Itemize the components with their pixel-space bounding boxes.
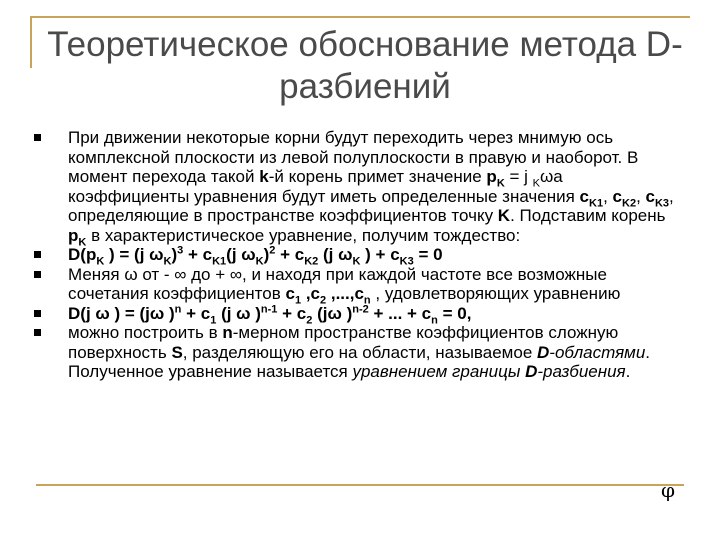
text-run: = 0: [413, 245, 443, 264]
text-run: . Подставим корень: [510, 206, 666, 225]
text-run: = j: [504, 167, 533, 186]
text-run: k: [259, 167, 269, 186]
slide-title: Теоретическое обоснование метода D-разбиений: [47, 25, 683, 106]
text-run: S: [171, 342, 183, 362]
text-run: D: [525, 362, 538, 381]
text-run: + c: [181, 303, 211, 323]
text-run: (jω ): [312, 303, 353, 323]
text-run: 2: [306, 313, 313, 326]
text-run: K: [96, 255, 105, 268]
text-run: ω: [539, 167, 554, 186]
bullet-text: [68, 128, 674, 248]
frame-top-rule: [30, 16, 690, 18]
text-run: ) + c: [360, 245, 400, 264]
text-run: 2: [320, 294, 327, 307]
text-run: c: [612, 186, 622, 206]
bullet-list: [34, 128, 684, 382]
text-run: в характеристическое уравнение, получим тождество:: [86, 225, 521, 245]
text-run: = 0,: [437, 303, 472, 323]
bullet-item: [34, 304, 684, 324]
text-run: + c: [183, 245, 213, 264]
text-run: K: [255, 255, 264, 268]
bullet-item: [34, 323, 684, 382]
text-run: . Полученное уравнение называется: [68, 342, 651, 381]
text-run: n: [174, 302, 182, 315]
text-run: ): [263, 245, 270, 264]
text-run: n: [222, 323, 233, 342]
text-run: можно построить в: [68, 323, 223, 342]
text-run: p: [68, 225, 79, 245]
text-run: K1: [589, 196, 604, 209]
bullet-text: [68, 264, 621, 307]
bullet-item: [34, 264, 684, 307]
text-run: n: [363, 294, 371, 307]
text-run: (j ω ): [216, 303, 261, 323]
bullet-item: [34, 128, 684, 248]
text-run: ): [171, 245, 178, 264]
text-run: , разделяющую его на области, называемое: [182, 342, 537, 362]
text-run: K: [532, 177, 540, 190]
text-run: p: [486, 167, 497, 186]
text-run: K1: [212, 255, 227, 268]
text-run: D(p: [68, 245, 97, 264]
text-run: При движении некоторые корни будут переходить через мнимую ось комплексной плоскости из левой полуплоскости в правую и наоборот. В момент перехода такой: [68, 128, 639, 186]
text-run: c: [579, 186, 590, 206]
text-run: , определяющие в пространстве коэффициентов точку: [68, 186, 674, 225]
text-run: c: [645, 186, 655, 206]
text-run: 1: [294, 294, 302, 307]
text-run: K: [496, 177, 505, 190]
text-run: + c: [275, 245, 305, 264]
text-run: -областями: [549, 342, 646, 362]
text-run: K: [78, 235, 87, 248]
text-run: D: [537, 342, 550, 362]
bullet-text: [68, 244, 443, 268]
text-run: + c: [277, 303, 307, 323]
text-run: + ... + c: [368, 303, 432, 323]
text-run: Меняя ω от - ∞ до + ∞, и находя при каждой частоте все возможные сочетания коэффициентов: [68, 264, 607, 303]
bullet-square-icon: [34, 251, 41, 258]
text-run: n-1: [260, 302, 278, 315]
text-run: K3: [654, 196, 670, 209]
bullet-square-icon: [34, 329, 41, 336]
text-run: ,: [603, 186, 613, 206]
text-run: ,: [636, 186, 646, 206]
text-run: K: [163, 255, 172, 268]
text-run: D(j ω ) = (jω ): [68, 303, 175, 323]
bullet-square-icon: [34, 271, 41, 278]
bottom-rule: [36, 484, 684, 486]
footer-phi-symbol: φ: [661, 478, 676, 502]
text-run: ,...,c: [326, 284, 364, 303]
text-run: n-2: [352, 302, 369, 315]
text-run: K3: [399, 255, 414, 268]
bullet-text: [68, 323, 650, 381]
text-run: 1: [210, 313, 217, 326]
text-run: , удовлетворяющих уравнению: [370, 284, 621, 303]
bullet-text: [68, 302, 472, 326]
text-run: -мерном пространстве коэффициентов сложную поверхность: [68, 323, 619, 362]
bullet-square-icon: [34, 134, 41, 141]
bullet-square-icon: [34, 310, 41, 317]
text-run: n: [431, 313, 438, 326]
text-run: K2: [304, 255, 319, 268]
text-run: ,c: [301, 284, 320, 303]
text-run: (j ω: [226, 245, 256, 264]
text-run: .: [625, 362, 631, 381]
text-run: -й корень примет значение: [268, 167, 487, 186]
text-run: -разбиения: [537, 362, 626, 381]
text-run: K2: [622, 196, 637, 209]
text-run: (j ω: [318, 245, 353, 264]
text-run: уравнением границы: [352, 362, 526, 381]
text-run: ) = (j ω: [104, 245, 164, 264]
text-run: 2: [269, 244, 276, 257]
text-run: a коэффициенты уравнения будут иметь определенные значения: [68, 167, 580, 206]
text-run: K: [497, 206, 511, 225]
text-run: 3: [177, 244, 184, 257]
text-run: K: [352, 255, 361, 268]
bullet-item: [34, 244, 684, 268]
frame-left-rule: [30, 16, 32, 68]
text-run: c: [285, 284, 295, 303]
